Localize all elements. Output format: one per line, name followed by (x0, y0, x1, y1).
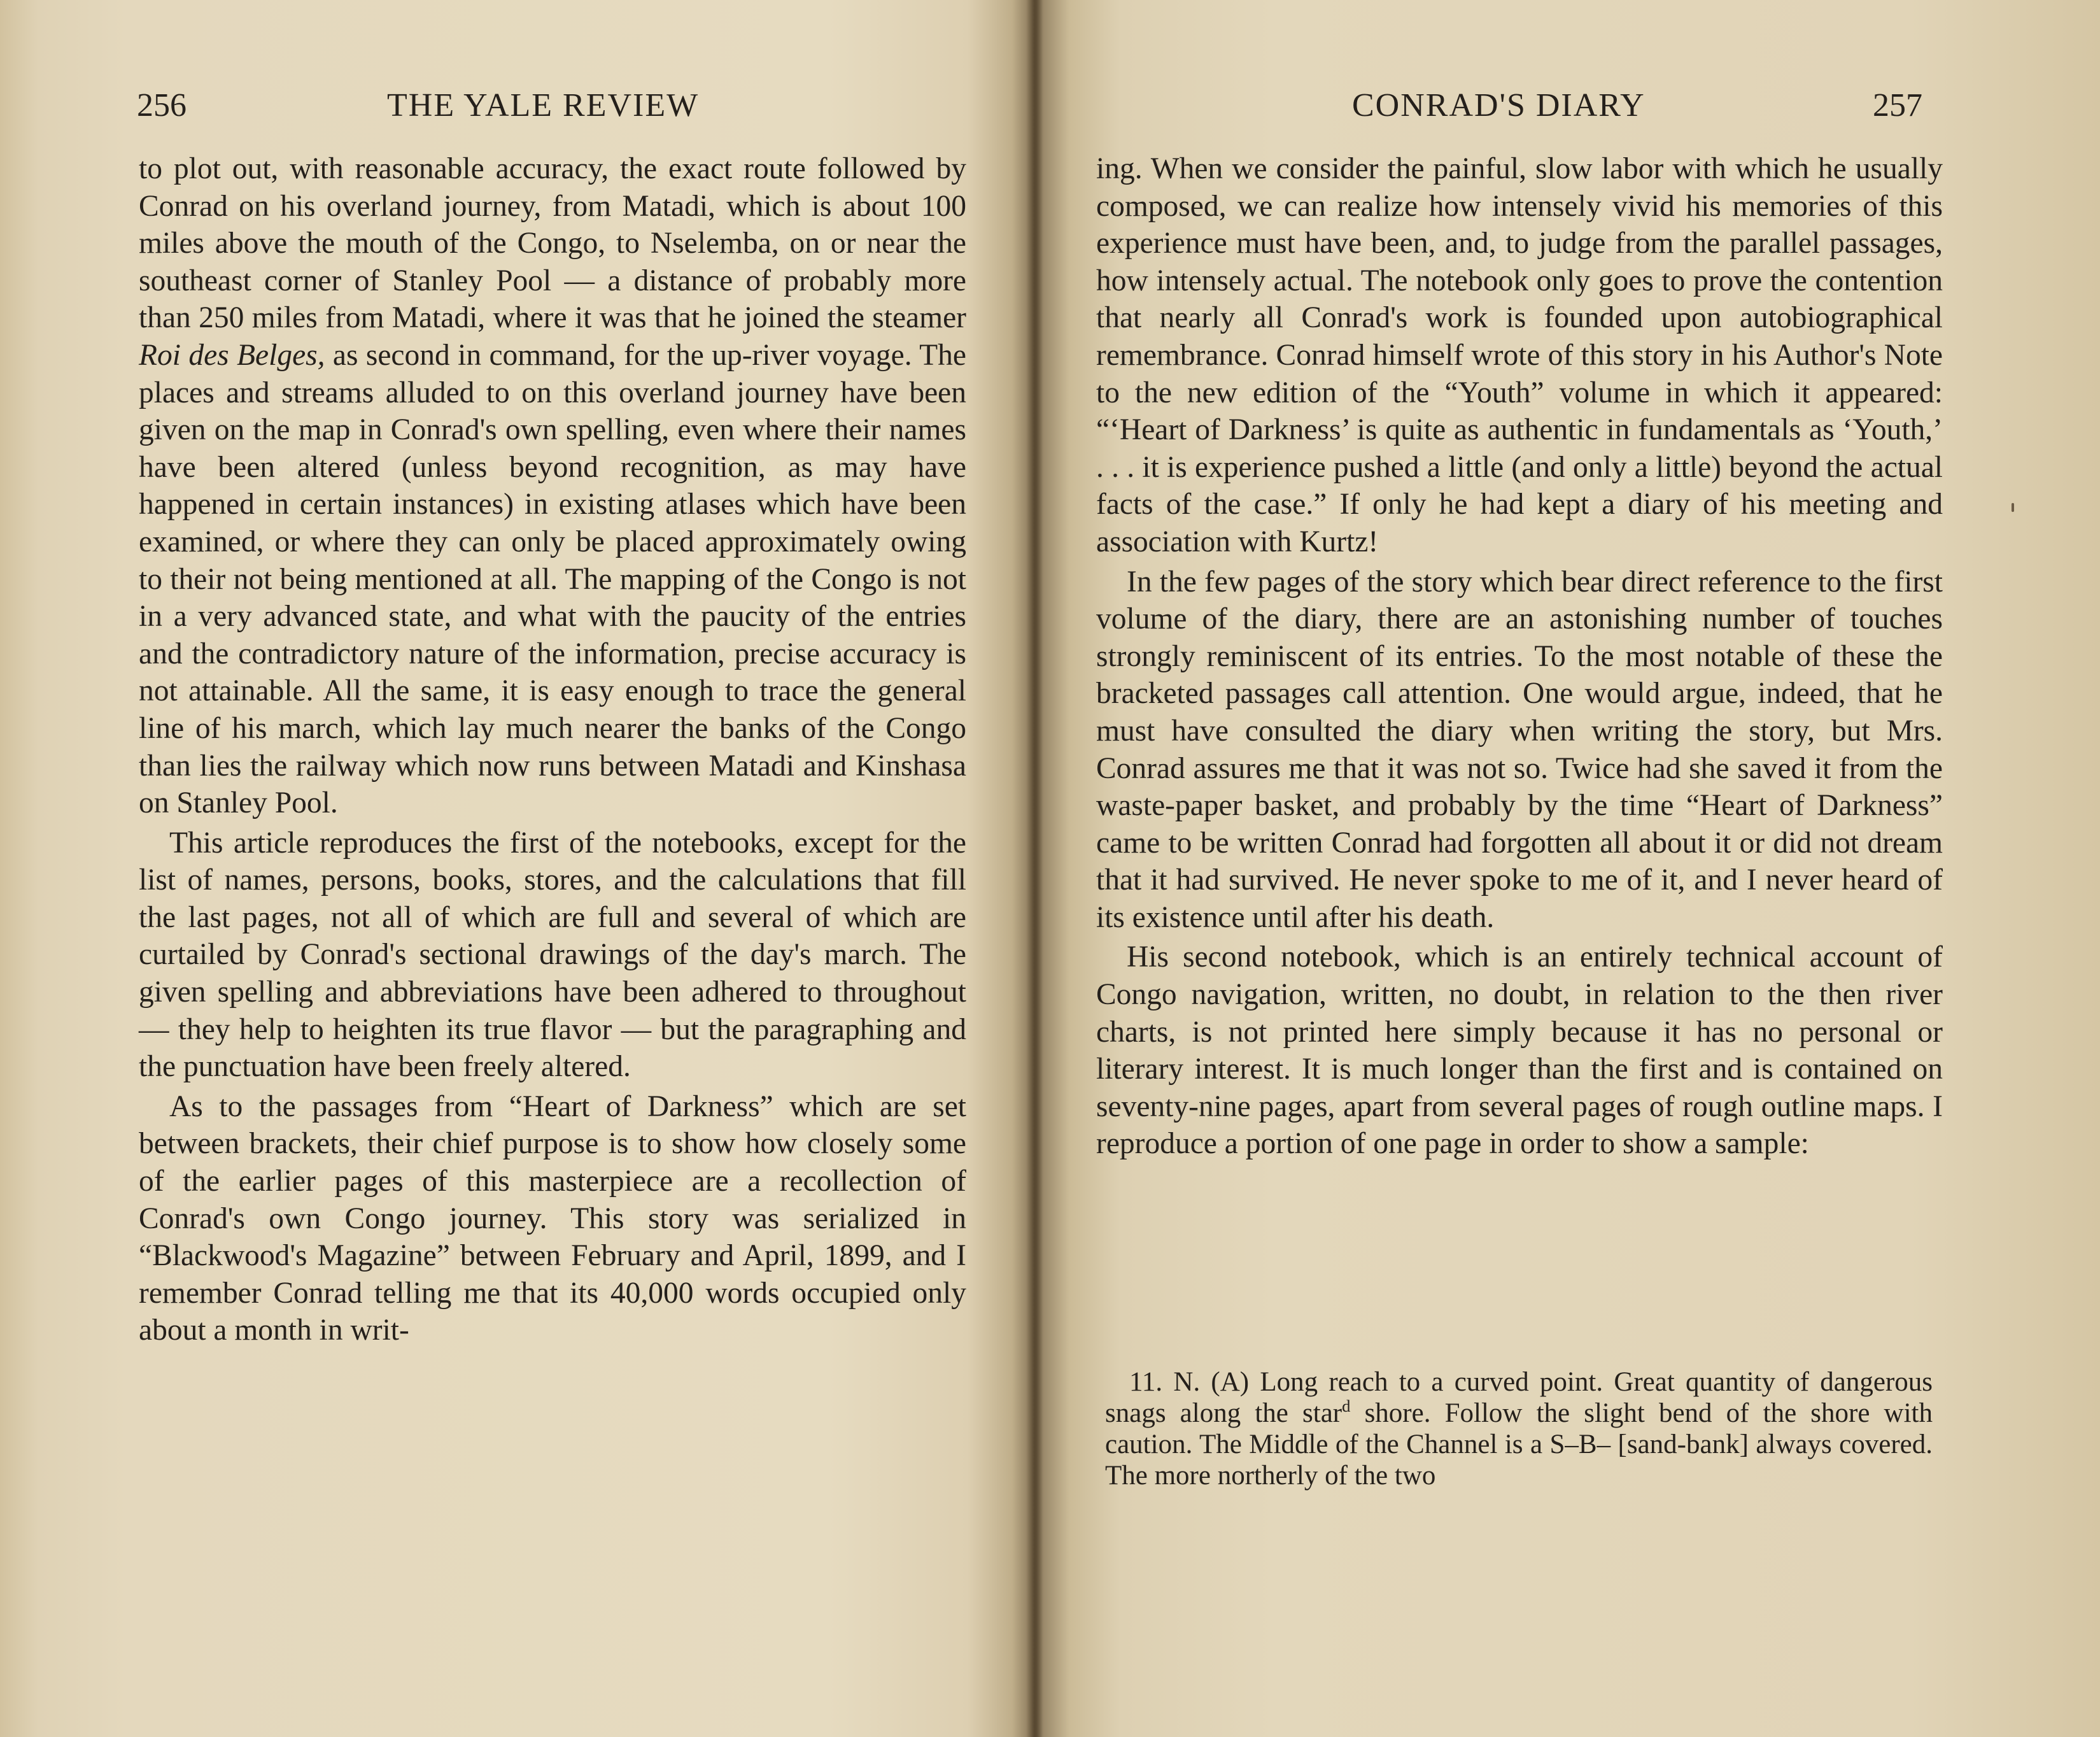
right-page (1038, 0, 2100, 1737)
page-number-right: 257 (1873, 87, 1922, 124)
paragraph: His second notebook, which is an entirely technical account of Congo navigation, written, no doubt, in relation to the then river charts, is not printed here simply because it has no personal or literary interest. It is much longer than the first and is contained on seventy-nine pages, apart from several pages of rough outline maps. I reproduce a portion of one page in order to show a sample: (1096, 940, 1943, 1161)
excerpt-part: shore. Follow the slight bend of the shore with caution. The Middle of the Channel is a S–B– [sand-bank] always covered. The more northerly of the two (1105, 1398, 1933, 1491)
paragraph: In the few pages of the story which bear direct reference to the first volume of the diary, there are an astonishing number of touches strongly reminiscent of its entries. To the most notable of these the bracketed passages call attention. One would argue, indeed, that he must have consulted the diary when writing the story, but Mrs. Conrad assures me that it was not so. Twice had she saved it from the waste-paper basket, and probably by the time “Heart of Darkness” came to be written Conrad had forgotten all about it or did not dream that it had survived. He never spoke to me of it, and I never heard of its existence until after his death. (1096, 565, 1943, 934)
left-page-body (139, 150, 966, 1352)
paragraph: As to the passages from “Heart of Darkness” which are set between brackets, their chief purpose is to show how closely some of the earlier pages of this masterpiece are a recollection of Conrad's own Congo journey. This story was serialized in “Blackwood's Magazine” between February and April, 1899, and I remember Conrad telling me that its 40,000 words occupied only about a month in writ- (139, 1089, 966, 1347)
page-number-left: 256 (137, 87, 187, 124)
running-head-left: THE YALE REVIEW (387, 87, 700, 124)
superscript: d (1342, 1396, 1351, 1416)
right-page-body (1096, 150, 1943, 1165)
paragraph-text: as second in command, for the up-river voyage. The places and streams alluded to on this overland journey have been given on the map in Conrad's own spelling, even where their names have been altered (unless beyond recognition, as may have happened in certain instances) in existing atlases which have been examined, or where they can only be placed approximately owing to their not being mentioned at all. The mapping of the Congo is not in a very advanced state, and what with the paucity of the entries and the contradictory nature of the information, precise accuracy is not attainable. All the same, it is easy enough to trace the general line of his march, which lay much nearer the banks of the Congo than lies the railway which now runs between Matadi and Kinshasa on Stanley Pool. (139, 338, 966, 820)
excerpt-text (1105, 1366, 1933, 1491)
paper-speck (2012, 503, 2014, 512)
notebook-excerpt (1105, 1366, 1933, 1491)
left-page (0, 0, 1031, 1737)
running-head-right: CONRAD'S DIARY (1352, 87, 1645, 124)
paragraph: ing. When we consider the painful, slow labor with which he usually composed, we can realize how intensely vivid his memories of this experience must have been, and, to judge from the parallel passages, how intensely actual. The notebook only goes to prove the contention that nearly all Conrad's work is founded upon autobiographical remembrance. Conrad himself wrote of this story in his Author's Note to the new edition of the “Youth” volume in which it appeared: “‘Heart of Darkness’ is quite as authentic in fundamentals as ‘Youth,’ . . . it is experience pushed a little (and only a little) beyond the actual facts of the case.” If only he had kept a diary of his meeting and association with Kurtz! (1096, 152, 1943, 558)
paragraph-text: to plot out, with reasonable accuracy, the exact route followed by Conrad on his overland journey, from Matadi, which is about 100 miles above the mouth of the Congo, to Nselemba, on or near the southeast corner of Stanley Pool — a distance of probably more than 250 miles from Matadi, where it was that he joined the steamer (139, 152, 966, 335)
ship-name: Roi des Belges, (139, 338, 325, 372)
paragraph (139, 150, 966, 822)
excerpt-part: 11. N. (A) Long reach to a curved point. Great quantity of dangerous snags along the star (1105, 1367, 1933, 1428)
paragraph: This article reproduces the first of the notebooks, except for the list of names, persons, books, stores, and the calculations that fill the last pages, not all of which are full and several of which are curtailed by Conrad's sectional drawings of the day's march. The given spelling and abbreviations have been adhered to throughout — they help to heighten its true flavor — but the paragraphing and the punctuation have been freely altered. (139, 826, 966, 1084)
